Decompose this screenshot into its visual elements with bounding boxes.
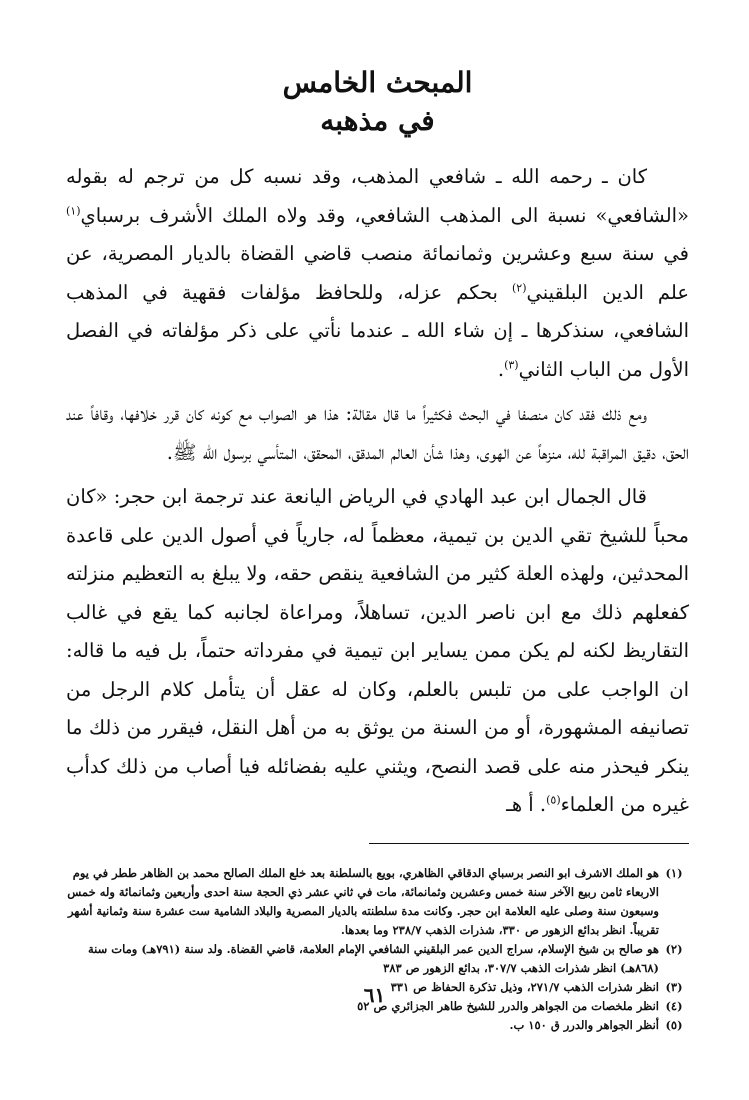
footnote-ref-3: (٣) <box>504 358 519 371</box>
section-subtitle: في مذهبه <box>320 104 435 137</box>
footnote-ref-5: (٥) <box>546 793 561 807</box>
paragraph-text: كان ـ رحمه الله ـ شافعي المذهب، وقد نسبه كل من ترجم له بقوله «الشافعي» نسبة الى المذهب الشافعي، وقد ولاه الملك الأشرف برسباي <box>66 165 689 227</box>
paragraph-text: قال الجمال ابن عبد الهادي في الرياض اليانعة عند ترجمة ابن حجر: «كان محباً للشيخ تقي الدين بن تيمية، معظماً له، جارياً في أصول الدين على قاعدة المحدثين، ولهذه العلة كثير من الشافعية ينقص حقه، ولا يبلغ به التعظيم منزلته كفعلهم ذلك مع ابن ناصر الدين، تساهلاً، ومراعاة لجانبه كما يقع في غالب التقاريظ لكنه لم يكن ممن يساير ابن تيمية في مفرداته حتماً، بل فيه ما قاله: ان الواجب على من تلبس بالعلم، وكان له عقل أن يتأمل كلام الرجل من تصانيفه المشهورة، أو من السنة من يوثق به من أهل النقل، فيقرر من ذلك ما ينكر فيحذر منه على قصد النصح، ويثني عليه بفضائله فيا أصاب من ذلك كدأب غيره من العلماء <box>66 485 689 816</box>
footnote-text: أنظر الجواهر والدرر ق ١٥٠ ب. <box>509 1017 659 1032</box>
paragraph-text: . <box>497 357 505 381</box>
footnote-divider <box>369 843 689 844</box>
footnote-number: (٤) <box>665 998 683 1013</box>
paragraph-text: . أ هـ <box>506 793 547 816</box>
paragraph-text: في سنة سبع وعشرين وثمانمائة منصب قاضي القضاة بالديار المصرية، عن علم الدين البلقيني <box>66 242 690 304</box>
body-paragraph-3 <box>66 478 689 825</box>
footnote-1 <box>66 864 689 940</box>
paragraph-text: بحكم عزله، وللحافظ مؤلفات فقهية في المذهب الشافعي، سنذكرها ـ إن شاء الله ـ عندما نأتي على ذكر مؤلفاته في الفصل الأول من الباب الثاني <box>66 280 689 381</box>
footnote-5 <box>66 1016 689 1035</box>
footnote-2 <box>66 940 689 978</box>
section-title: المبحث الخامس <box>282 66 473 99</box>
footnote-ref-1: (١) <box>66 204 81 217</box>
body-paragraph-2: ومع ذلك فقد كان منصفا في البحث فكثيراً ما قال مقالة: هذا هو الصواب مع كونه كان قرر خلافها، وقافاً عند الحق، دقيق المراقبة لله، منزهاً عن الهوى، وهذا شأن العالم المدقق، المحقق، المتأسي برسول الله ﷺ. <box>66 402 689 464</box>
footnote-text: هو الملك الاشرف ابو النصر برسباي الدقاقي الظاهري، بويع بالسلطنة بعد خلع الملك الصالح محمد بن الظاهر ططر في يوم الاربعاء ثامن ربيع الآخر سنة خمس وعشرين وثمانمائة، مات في ثاني عشر ذي الحجة سنة احدى وأربعين وثمانمائة وله خمس وسبعون سنة وصلى عليه العلامة ابن حجر. وكانت مدة سلطنته بالديار المصرية والبلاد الشامية ست عشرة سنة وثمانية أشهر تقريباً. انظر بدائع الزهور ص ٣٣٠، شذرات الذهب ٢٣٨/٧ وما بعدها. <box>67 865 659 937</box>
footnote-number: (٢) <box>665 941 683 956</box>
page-number: ٦١ <box>363 983 386 1007</box>
footnote-text: هو صالح بن شيخ الإسلام، سراج الدين عمر البلقيني الشافعي الإمام العلامة، قاضي القضاة. ولد سنة (٧٩١هـ) ومات سنة (٨٦٨هـ) انظر شذرات الذهب ٣٠٧/٧، بدائع الزهور ص ٣٨٣ <box>88 941 659 975</box>
body-paragraph-1 <box>66 158 689 389</box>
footnote-ref-2: (٢) <box>511 281 527 294</box>
footnotes <box>66 864 689 1035</box>
footnote-number: (٣) <box>665 979 683 994</box>
book-page <box>66 64 689 1064</box>
footnote-text: انظر ملخصات من الجواهر والدرر للشيخ طاهر الجزائري ص ٥٢ <box>357 998 659 1013</box>
footnote-text: انظر شذرات الذهب ٢٧١/٧، وذيل تذكرة الحفاظ ص ٣٣١ <box>390 979 659 994</box>
footnote-number: (١) <box>665 865 683 880</box>
footnote-number: (٥) <box>665 1017 683 1032</box>
